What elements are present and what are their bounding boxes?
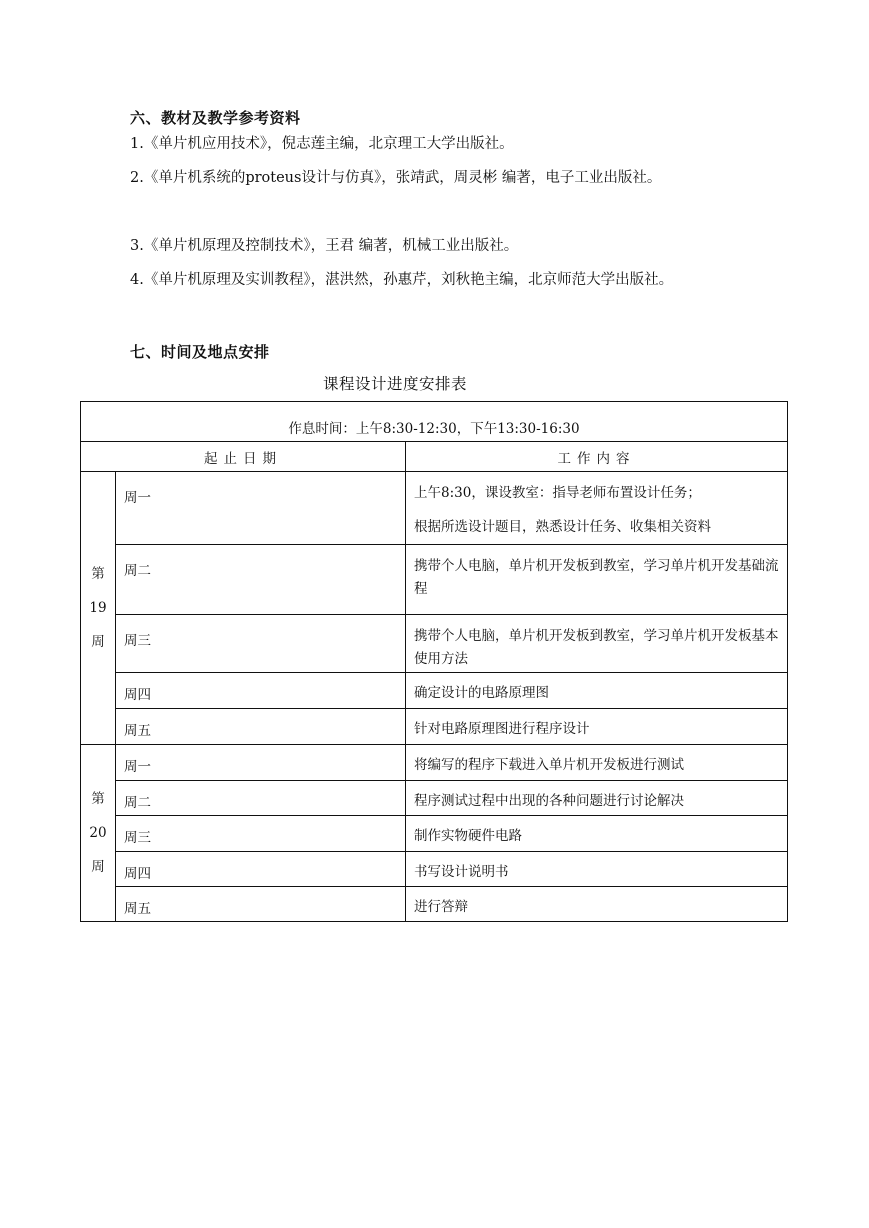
work-cell: 将编写的程序下载进入单片机开发板进行测试 — [406, 745, 788, 781]
day-cell: 周四 — [116, 673, 406, 709]
day-cell: 周四 — [116, 852, 406, 887]
work-cell: 程序测试过程中出现的各种问题进行讨论解决 — [406, 781, 788, 816]
section-6-title: 六、教材及教学参考资料 — [130, 109, 301, 127]
table-row — [81, 781, 788, 816]
work-cell: 确定设计的电路原理图 — [406, 673, 788, 709]
table-row — [81, 887, 788, 922]
day-cell: 周五 — [116, 709, 406, 745]
week-20-label: 第 20 周 — [81, 745, 116, 922]
day-cell: 周二 — [116, 545, 406, 615]
week-19-label: 第 19 周 — [81, 472, 116, 745]
work-cell: 携带个人电脑，单片机开发板到教室，学习单片机开发板基本使用方法 — [406, 615, 788, 673]
table-caption: 课程设计进度安排表 — [323, 375, 468, 393]
table-row — [81, 545, 788, 615]
banner-row — [81, 402, 788, 442]
table-row — [81, 709, 788, 745]
table-row — [81, 615, 788, 673]
table-row — [81, 816, 788, 852]
table-row — [81, 472, 788, 545]
reference-1: 1.《单片机应用技术》，倪志莲主编，北京理工大学出版社。 — [130, 136, 514, 152]
work-cell: 书写设计说明书 — [406, 852, 788, 887]
work-cell: 制作实物硬件电路 — [406, 816, 788, 852]
day-cell: 周三 — [116, 615, 406, 673]
table-row — [81, 673, 788, 709]
work-cell: 携带个人电脑，单片机开发板到教室，学习单片机开发基础流程 — [406, 545, 788, 615]
reference-4: 4.《单片机原理及实训教程》，湛洪然，孙惠芹，刘秋艳主编，北京师范大学出版社。 — [130, 272, 674, 288]
section-7-title: 七、时间及地点安排 — [130, 343, 270, 361]
day-cell: 周三 — [116, 816, 406, 852]
reference-2: 2.《单片机系统的proteus设计与仿真》，张靖武，周灵彬 编著，电子工业出版社。 — [130, 170, 662, 186]
schedule-table — [80, 401, 788, 922]
day-cell: 周五 — [116, 887, 406, 922]
work-cell: 针对电路原理图进行程序设计 — [406, 709, 788, 745]
day-cell: 周一 — [116, 472, 406, 545]
reference-3: 3.《单片机原理及控制技术》，王君 编著，机械工业出版社。 — [130, 238, 519, 254]
header-row — [81, 442, 788, 472]
work-cell: 进行答辩 — [406, 887, 788, 922]
day-cell: 周一 — [116, 745, 406, 781]
date-column-header: 起止日期 — [81, 442, 406, 472]
table-row — [81, 745, 788, 781]
work-column-header: 工作内容 — [406, 442, 788, 472]
table-row — [81, 852, 788, 887]
rest-time-banner: 作息时间：上午8:30-12:30，下午13:30-16:30 — [81, 402, 788, 442]
work-cell: 上午8:30，课设教室：指导老师布置设计任务； 根据所选设计题目，熟悉设计任务、收集相关资料 — [406, 472, 788, 545]
day-cell: 周二 — [116, 781, 406, 816]
